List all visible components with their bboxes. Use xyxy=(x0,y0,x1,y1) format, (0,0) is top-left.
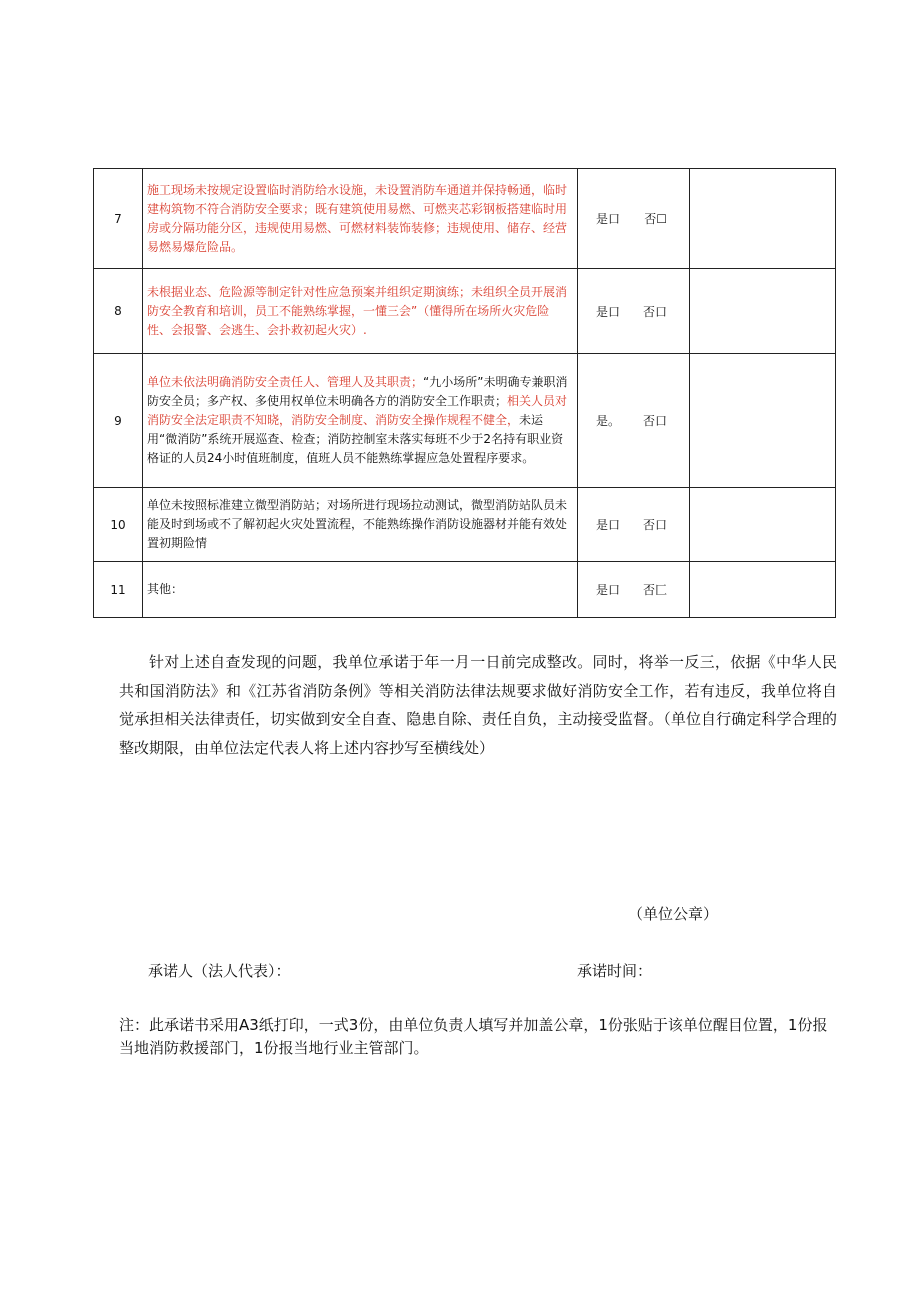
yes-no-cell xyxy=(578,488,690,562)
no-checkbox[interactable]: 否口 xyxy=(642,304,667,319)
yes-no-cell xyxy=(578,354,690,488)
table-row xyxy=(94,488,836,562)
row-description xyxy=(143,488,578,562)
description-segment: 其他： xyxy=(147,582,184,596)
seal-label: （单位公章） xyxy=(628,905,719,923)
yes-checkbox[interactable]: 是口 xyxy=(596,518,621,532)
table-row xyxy=(94,562,836,618)
row-number: 7 xyxy=(94,169,143,269)
yes-no-cell xyxy=(578,269,690,354)
row-number: 8 xyxy=(94,269,143,354)
row-number: 10 xyxy=(94,488,143,562)
yes-checkbox[interactable]: 是口 xyxy=(596,212,621,226)
yes-checkbox[interactable]: 是口 xyxy=(596,583,621,597)
yes-checkbox[interactable]: 是。 xyxy=(596,414,621,428)
row-description xyxy=(143,169,578,269)
row-description xyxy=(143,269,578,354)
no-checkbox[interactable]: 否匚 xyxy=(642,583,667,597)
table-row xyxy=(94,354,836,488)
description-segment: 未运用“微消防”系统开展巡查、检查；消防控制室未落实每班不少于2名持有职业资格证的人员24小时值班制度，值班人员不能熟练掌握应急处置程序要求。 xyxy=(147,413,564,465)
no-checkbox[interactable]: 否口 xyxy=(642,518,667,532)
footnote: 注：此承诺书采用A3纸打印，一式3份，由单位负责人填写并加盖公章，1份张贴于该单位醒目位置，1份报当地消防救援部门，1份报当地行业主管部门。 xyxy=(119,1016,828,1057)
remarks-cell[interactable] xyxy=(690,562,836,618)
table-row xyxy=(94,169,836,269)
row-number: 11 xyxy=(94,562,143,618)
promiser-label: 承诺人（法人代表）： xyxy=(148,962,291,980)
row-description xyxy=(143,354,578,488)
description-segment: “九小场所”未明确专兼职消防安全员；多产权、多使用权单位未明确各方的消防安全工作职责； xyxy=(147,375,568,408)
row-description xyxy=(143,562,578,618)
remarks-cell[interactable] xyxy=(690,169,836,269)
description-segment: 未根据业态、危险源等制定针对性应急预案并组织定期演练；未组织全员开展消防安全教育和培训，员工不能熟练掌握，一懂三会”（懂得所在场所火灾危险性、会报警、会逃生、会扑救初起火灾）. xyxy=(147,284,568,337)
yes-no-cell xyxy=(578,562,690,618)
remarks-cell[interactable] xyxy=(690,269,836,354)
remarks-cell[interactable] xyxy=(690,354,836,488)
self-check-table xyxy=(93,168,836,618)
yes-no-cell xyxy=(578,169,690,269)
description-segment: 施工现场未按规定设置临时消防给水设施，未设置消防车通道并保持畅通，临时建构筑物不符合消防安全要求；既有建筑使用易燃、可燃夹芯彩钢板搭建临时用房或分隔功能分区，违规使用易燃、可燃材料装饰装修；违规使用、储存、经营易燃易爆危险品。 xyxy=(147,182,568,254)
description-segment: 单位未依法明确消防安全责任人、管理人及其职责； xyxy=(147,375,424,389)
promise-time-label: 承诺时间： xyxy=(577,962,653,980)
description-segment: 相关人员对消防安全法定职责不知晓，消防安全制度、消防安全操作规程不健全， xyxy=(147,394,568,427)
yes-checkbox[interactable]: 是口 xyxy=(596,304,621,319)
table-row xyxy=(94,269,836,354)
no-checkbox[interactable]: 否☐ xyxy=(644,212,667,226)
description-segment: 单位未按照标准建立微型消防站；对场所进行现场拉动测试，微型消防站队员未能及时到场或不了解初起火灾处置流程，不能熟练操作消防设施器材并能有效处置初期险情 xyxy=(147,498,568,550)
commitment-paragraph xyxy=(119,648,837,762)
remarks-cell[interactable] xyxy=(690,488,836,562)
no-checkbox[interactable]: 否口 xyxy=(642,414,667,428)
row-number: 9 xyxy=(94,354,143,488)
commitment-text: 针对上述自查发现的问题，我单位承诺于年一月一日前完成整改。同时，将举一反三，依据《中华人民共和国消防法》和《江苏省消防条例》等相关消防法律法规要求做好消防安全工作，若有违反，我单位将自觉承担相关法律责任，切实做到安全自查、隐患自除、责任自负，主动接受监督。（单位自行确定科学合理的整改期限，由单位法定代表人将上述内容抄写至横线处） xyxy=(119,653,837,757)
